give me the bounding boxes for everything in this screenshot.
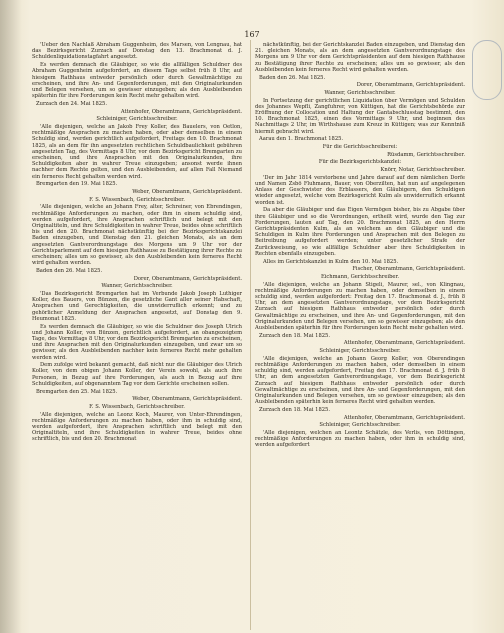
notice-paragraph: 'Alle diejenigen, welche an Leonz Koch, Maurer, von Unter-Ehrendingen, rechtmäßige Anforderungen zu machen haben, oder ihm in schuldig sind, werden aufgefordert, ihre Ansprachen schriftlich und belegt mit den Originaltiteln, und ihre Schuldigkeiten in wahrer Treue, beides ohne schriftlich, bis und den 20. Brachmonat — [32, 411, 242, 443]
notice-signature-clerk: Wanner, Gerichtsschreiber. — [324, 89, 396, 96]
notice-paragraph: 'Alle diejenigen, welche an Johann Frey, alter, Schreiner, von Ebrendingen, rechtmäßige Anforderungen zu machen, oder ihm in einem schuldig sind, werden aufgefordert, ihre Ansprachen schriftlich und belegt mit den Originaltiteln, und ihre Schuldigkeiten in wahrer Treue, beides ohne schriftlich bis und den 20. Brachmonat nächstkünftig bei der Bezirksgerichtskanzlei Baden einzugeben, und Dienstag den 21. gleichen Monats, als an dem angesetzten Gantverordnungstage des Morgens um 9 Uhr vor der Gerichtsparlement auf dem hiesigen Rathhause zu Bestätigung ihrer Rechte zu erscheinen; alles um so gewisser, als den Ausbleibenden kein ferneres Recht wird gehalten werden. — [32, 204, 242, 267]
notice-signature: Dorer, Oberamtmann, Gerichtspräsident. — [133, 275, 242, 282]
left-column — [32, 42, 242, 630]
column-divider — [250, 40, 251, 630]
notice-paragraph: Es werden demnach die Gläubiger, so wie die Schuldner des Joseph Ulrich und Johann Koller, von Bünzen, gerichtlich aufgefordert, an obangezeigtem Tage, des Vormittags 8 Uhr, vor dem Bezirksgericht Bremgarten zu erscheinen, und ihre Ansprachen mit den Originalurkunden einzugeben, und zwar um so gewisser, als den Ausbleibenden nachher kein ferneres Recht mehr gehalten werden wird. — [32, 323, 242, 361]
notice-date: Baden den 26. Mai 1825. — [259, 74, 326, 81]
notice-signature: Attenhofer, Oberamtmann, Gerichtspräsident. — [120, 108, 242, 115]
library-stamp — [472, 40, 502, 100]
notice-paragraph: Da aber die Gläubiger und das Eigen Vermögen bisher, bis zu Abgabe über ihre Gläubiger und so die Verordnungen, ertheilt wird, wurde den Tag zur Forderungen, lauten auf Tag, den 20. Brachmonat 1825, an den Herrn Gerichtspräsidenten Kulm, als an welchem an den Gläubiger und die Schuldigen in Kulm ihre Forderungen und Ansprachen mit den Belegen zu Beitreibung aufgefordert werden; unter gesetzlicher Strafe der Zurückweisung, so wie allfällige Schuldner aber ihre Schuldigkeiten in Rechten ebenfalls einzugeben. — [255, 207, 465, 257]
binding-shadow — [0, 0, 22, 633]
notice-paragraph: Alles im Gerichtskanzlei in Kulm den 10. Mai 1825. — [263, 258, 399, 265]
notice-paragraph: 'Alle diejenigen, welche an Jakob Frey Koller, des Bauelers, von Oetlon, rechtmäßige Ansprachen zu machen haben, oder aber demselben in einem Schuldig sind, werden gerichtlich aufgefordert, Freitags den 10. Brachmonat 1825, als an dem für ihn angesetzten rechtlichen Schuldbaulichkeit gebühren angesetzten Tag, des Vormittags 8 Uhr, vor dem Bezirksgericht Bremgarten zu erscheinen, und ihre Ansprachen mit den Originalurkunden, ihre Schuldigkeiten aber in wahrer Treue einzugeben; ansonst werde ihnen nachher dem Rechte gelten, und den Ausbleibenden, auf allen Fall Niemand ein ferneres Recht gehalten werden wird. — [32, 123, 242, 180]
notice-signature-clerk: F. S. Wissenbach, Gerichtsschreiber. — [89, 196, 185, 203]
notice-signature: Weber, Oberamtmann, Gerichtspräsident. — [132, 396, 242, 403]
notice-signature-clerk: Wanner, Gerichtsschreiber. — [101, 283, 173, 290]
notice-signature-clerk: Eichmann, Gerichtsschreiber. — [320, 273, 400, 280]
notice-date: Aarau den 1. Brachmonat 1825. — [259, 136, 344, 143]
notice-signature-clerk: Schleiniger, Gerichtsschreiber. — [319, 422, 401, 429]
notice-paragraph: 'Das Bezirksgericht Bremgarten hat im Verbunde Jakob Joseph Luthiger Koller, des Bauers, von Bünzen, die gesetzliche Gant aller seiner Habschaft, Ansprachen und Gerechtigkeiten, die unwiderruflich erkennt; und zu gehörlicher Anmeldung der Ansprachen angesetzt, auf Donstag den 9. Heumonat 1825. — [32, 291, 242, 322]
right-column — [255, 42, 465, 630]
notice-date: Baden den 26. Mai 1825. — [36, 267, 103, 274]
notice-signature: Weber, Oberamtmann, Gerichtspräsident. — [132, 188, 242, 195]
notice-paragraph: 'Alle diejenigen, welche an Johann Stigeli, Maurer, sel., von Klingnau, rechtmäßige Anforderungen zu machen haben, oder demselben in einem schuldig sind, werden aufgefordert: Freitag den 17. Brachmonat d. J., früh 8 Uhr, an dem angesetzten Gantverordnungstage, vor dem Bezirksgericht Zurzach auf hiesigem Rathhaus entweder persönlich oder durch Gewaltmächtige zu erscheinen, und ihre An- und Gegenforderungen, mit den Originalurkunden und Belegen versehen, um so gewisser einzugeben; als den Ausbleibenden späterhin für ihre Forderungen kein Recht mehr gehalten wird. — [255, 281, 465, 332]
notice-signature-clerk: Schleiniger, Gerichtsschreiber. — [96, 116, 178, 123]
notice-date: Zurzach den 24. Mai 1825. — [36, 100, 107, 107]
notice-signature: Attenhofer, Oberamtmann, Gerichtspräsident. — [343, 414, 465, 421]
notice-paragraph: 'Der im Jahr 1814 verstorbene und Jahre darauf auf dem nämlichen Dorfe und Namen Zsbö Fluhmann, Bauer, von Oberzilten, hat nun auf angelegenen Anlass der Geschwister des Erblassers, den Gläubigern, den Schuldigen wieder angesetzt, welche vom Bezirksgericht Kulm als unwiderruflich erkannt worden ist. — [255, 174, 465, 206]
notice-signature-clerk: Schleiniger, Gerichtsschreiber. — [319, 348, 401, 355]
notice-date: Bremgarten den 19. Mai 1825. — [36, 181, 118, 188]
notice-paragraph: 'Alle diejenigen, welche an Johann Georg Koller, von Oberendingen rechtmäßige Anforderungen zu machen haben, oder demselben in einem schuldig sind, werden aufgefordert, Freitag den 17. Brachmonat d. J. früh 8 Uhr, an dem angesetzten Gantverordnungstage, vor dem Bezirksgericht Zurzach auf hiesigem Rathhaus entweder persönlich oder durch Gewaltmächtige zu erscheinen, und ihre An- und Gegenforderungen, mit den Originalurkunden und Belegen versehen, um so gewisser einzugeben; als den Ausbleibenden späterhin kein ferneres Recht wird gehalten werden. — [255, 355, 465, 406]
notice-signature-clerk: Für die Bezirksgerichtskanzlei: — [318, 159, 402, 166]
notice-signature: Fischer, Oberamtmann, Gerichtspräsident. — [352, 266, 465, 273]
notice-date: Bremgarten den 25. Mai 1825. — [36, 388, 118, 395]
notice-signature: Knörr, Notar, Gerichtsschreiber. — [380, 167, 465, 174]
notice-signature: Attenhofer, Oberamtmann, Gerichtspräsident. — [343, 340, 465, 347]
notice-signature-clerk: Für die Gerichtsschreiberei: — [322, 144, 398, 151]
notice-signature-clerk: F. S. Wissenbach, Gerichtsschreiber. — [89, 403, 185, 410]
notice-date: Zurzach den 18. Mai 1825. — [259, 406, 330, 413]
page-number: 167 — [244, 30, 260, 39]
notice-date: Zurzach den 18. Mai 1825. — [259, 332, 330, 339]
notice-paragraph: Dem zufolge wird bekannt gemacht, daß nicht nur die Gläubiger des Ulrich Koller, von dem obigen Johann Koller, der Verein sowohl, als auch ihre Personen, in Bezug auf ihre Forderungen, als auch in Bezug auf ihre Schuldigkeiten, auf obgenanntem Tag vor dem Gerichte erscheinen sollen. — [32, 362, 242, 387]
notice-paragraph: nächstkünftig, bei der Gerichtskanzlei Baden einzugeben, und Dienstag den 21. gleichen Monats, als an dem angesetzten Gantverordnungstage des Morgens um 9 Uhr vor dem Gerichtspräsidenten auf dem hiesigen Rathhause zu Bestätigung ihrer Rechte zu erscheinen; alles um so gewisser, als den Ausbleibenden kein ferneres Recht wird gehalten werden. — [255, 42, 465, 73]
notice-paragraph: 'Alle diejenigen, welchen an Leontz Schätzle, des Verlis, von Döttingen, rechtmäßige Anforderungen zu machen haben, oder ihm in schuldig sind, werden aufgefordert — [255, 430, 465, 449]
notice-paragraph: 'Ueber den Nachlaß Abraham Guggenheim, des Marsen, von Lengnau, hat das Bezirksgericht Zurzach auf Donstag den 13. Brachmonat d. J. Schuldenliquidationstagfahrt angesetzt. — [32, 42, 242, 61]
notice-paragraph: Es werden demnach die Gläubiger, so wie die allfälligen Schuldner des Abraham Guggenheim aufgefordert, an diesem Tage selbst früh 8 Uhr, auf hiesigem Rathhaus entweder persönlich oder durch Gewaltmächtige zu erscheinen, und ihre An- und Gegenforderungen, mit den Originalurkunden und Belegen versehen, um so gewisser einzugeben; als den Ausbleibenden späterhin für ihre Forderungen kein Recht mehr gehalten wird. — [32, 62, 242, 100]
notice-signature: Dorer, Oberamtmann, Gerichtspräsident. — [356, 82, 465, 89]
notice-signature: Rüsdamm, Gerichtsschreiber. — [387, 151, 465, 158]
notice-paragraph: In Fortsetzung der gerichtlichen Liquidation über Vermögen und Schulden des Johannes Wepfli, Zangfuhrer, von Küttigen, hat die Gerichtsbehörde zur Eröffnung der Collocation und Haltung der Gantabschlusstag bestimmt, den 10. Brachmonat 1825, einen des Vormittags 9 Uhr, und beginnen des Nachmittags 2 Uhr, im Wirthshause zum Kreuz in Küttigen; was zur Kenntniß hiermit gebracht wird. — [255, 97, 465, 135]
